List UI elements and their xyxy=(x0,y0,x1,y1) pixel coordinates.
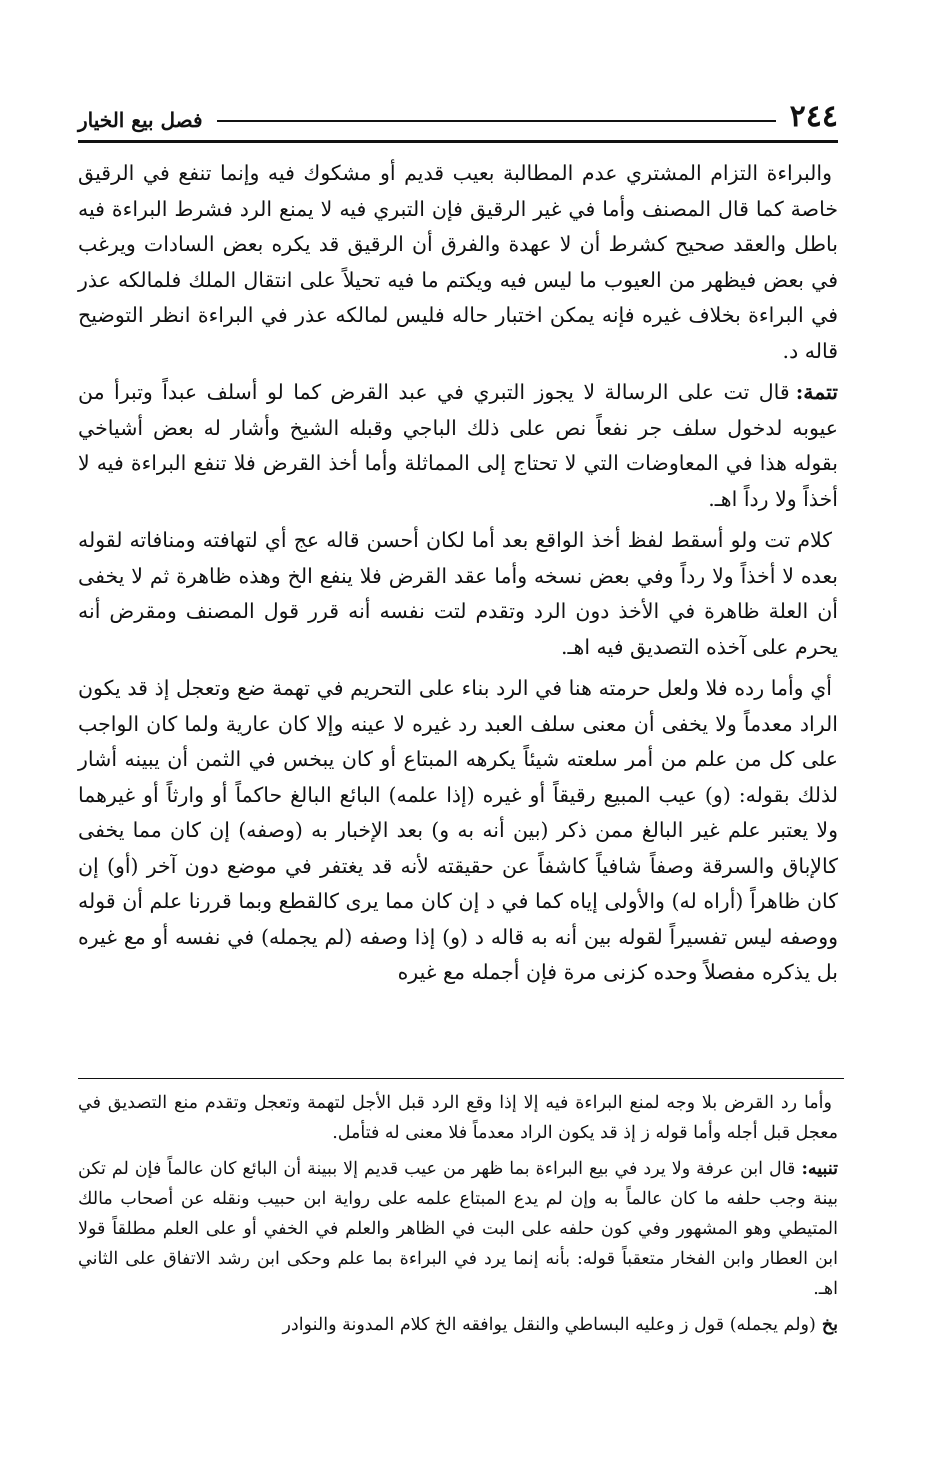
footnotes xyxy=(78,1088,838,1346)
footnote-2 xyxy=(78,1154,838,1304)
footnote-1 xyxy=(78,1088,838,1148)
footnote-divider xyxy=(78,1078,844,1079)
paragraph-text: أي وأما رده فلا ولعل حرمته هنا في الرد بناء على التحريم في تهمة ضع وتعجل إذ قد يكون الراد معدماً ولا يخفى أن معنى سلف العبد رد غيره لا عينه وإلا كان عارية ولما كان الواجب على كل من علم من أمر سلعته شيئاً يكرهه المبتاع أو كان يبخس في الثمن أن يبينه أشار لذلك بقوله: (و) عيب المبيع رقيقاً أو غيره (إذا علمه) البائع البالغ حاكماً أو وارثاً أو غيرهما ولا يعتبر علم غير البالغ ممن ذكر (بين أنه به و) بعد الإخبار به (وصفه) إن كان مما يخفى كالإباق والسرقة وصفاً شافياً كاشفاً عن حقيقته لأنه قد يغتفر في موضع دون آخر (أو) إن كان ظاهراً (أراه له) والأولى إياه كما في د إن كان مما يرى كالقطع وبما قررنا علم أن قوله ووصفه ليس تفسيراً لقوله بين أنه به قاله د (و) إذا وصفه (لم يجمله) في نفسه أو مع غيره بل يذكره مفصلاً وحده كزنى مرة فإن أجمله مع غيره xyxy=(78,676,838,984)
footnote-lead: بخ xyxy=(821,1315,838,1335)
main-paragraph-2 xyxy=(78,375,838,517)
page-number: ٢٤٤ xyxy=(789,99,838,134)
paragraph-text: والبراءة التزام المشتري عدم المطالبة بعيب قديم أو مشكوك فيه وإنما تنفع في الرقيق خاصة كما قال المصنف وأما في غير الرقيق فإن التبري فيه لا يمنع الرد فشرط البراءة فيه باطل والعقد صحيح كشرط أن لا عهدة والفرق أن الرقيق قد يكره بعض السادات ويرغب في بعض فيظهر من العيوب ما ليس فيه ويكتم ما فيه تحيلاً على انتقال الملك فلمالكه عذر في البراءة بخلاف غيره فإنه يمكن اختبار حاله فليس لمالكه عذر في البراءة انظر التوضيح قاله د. xyxy=(78,161,838,363)
footnote-text: (ولم يجمله) قول ز وعليه البساطي والنقل يوافقه الخ كلام المدونة والنوادر xyxy=(282,1315,816,1335)
paragraph-lead: تتمة: xyxy=(795,380,838,404)
header-divider xyxy=(78,140,838,143)
footnote-3 xyxy=(78,1310,838,1340)
header-rule xyxy=(217,120,776,122)
paragraph-text: قال تت على الرسالة لا يجوز التبري في عبد القرض كما لو أسلف عبداً وتبرأ من عيوبه لدخول سلف جر نفعاً نص على ذلك الباجي وقبله الشيخ وأشار له بعض أشياخي بقوله هذا في المعاوضات التي لا تحتاج إلى المماثلة وأما أخذ القرض فلا تنفع البراءة فيه لا أخذاً ولا رداً اهـ. xyxy=(78,380,838,511)
footnote-text: وأما رد القرض بلا وجه لمنع البراءة فيه إلا إذا وقع الرد قبل الأجل لتهمة وتعجل وتقدم منع التصديق في معجل قبل أجله وأما قوله ز إذ قد يكون الراد معدماً فلا معنى له فتأمل. xyxy=(78,1093,838,1143)
main-text xyxy=(78,156,838,997)
main-paragraph-4 xyxy=(78,671,838,991)
main-paragraph-1 xyxy=(78,156,838,369)
footnote-text: قال ابن عرفة ولا يرد في بيع البراءة بما ظهر من عيب قديم إلا ببينة أن البائع كان عالماً فإن لم تكن بينة وجب حلفه ما كان عالماً به وإن لم يدع المبتاع علمه على رواية ابن حبيب ونقله عن أصحاب مالك المتيطي وهو المشهور وفي كون حلفه على البت في الظاهر والعلم في الخفي أو على العلم مطلقاً قولا ابن العطار وابن الفخار متعقباً قوله: بأنه إنما يرد في البراءة بما علم وحكى ابن رشد الاتفاق على الثاني اهـ. xyxy=(78,1159,838,1299)
footnote-lead: تنبيه: xyxy=(801,1159,838,1179)
running-title: فصل بيع الخيار xyxy=(78,108,203,132)
page-header xyxy=(78,86,838,132)
main-paragraph-3 xyxy=(78,523,838,665)
paragraph-text: كلام تت ولو أسقط لفظ أخذ الواقع بعد أما لكان أحسن قاله عج أي لتهافته ومنافاته لقوله بعده لا أخذاً ولا رداً وفي بعض نسخه وأما عقد القرض فلا ينفع الخ وهذه ظاهرة ثم لا يخفى أن العلة ظاهرة في الأخذ دون الرد وتقدم لتت نفسه أنه قرر قول المصنف ومقرض أنه يحرم على آخذه التصديق فيه اهـ. xyxy=(78,528,838,659)
